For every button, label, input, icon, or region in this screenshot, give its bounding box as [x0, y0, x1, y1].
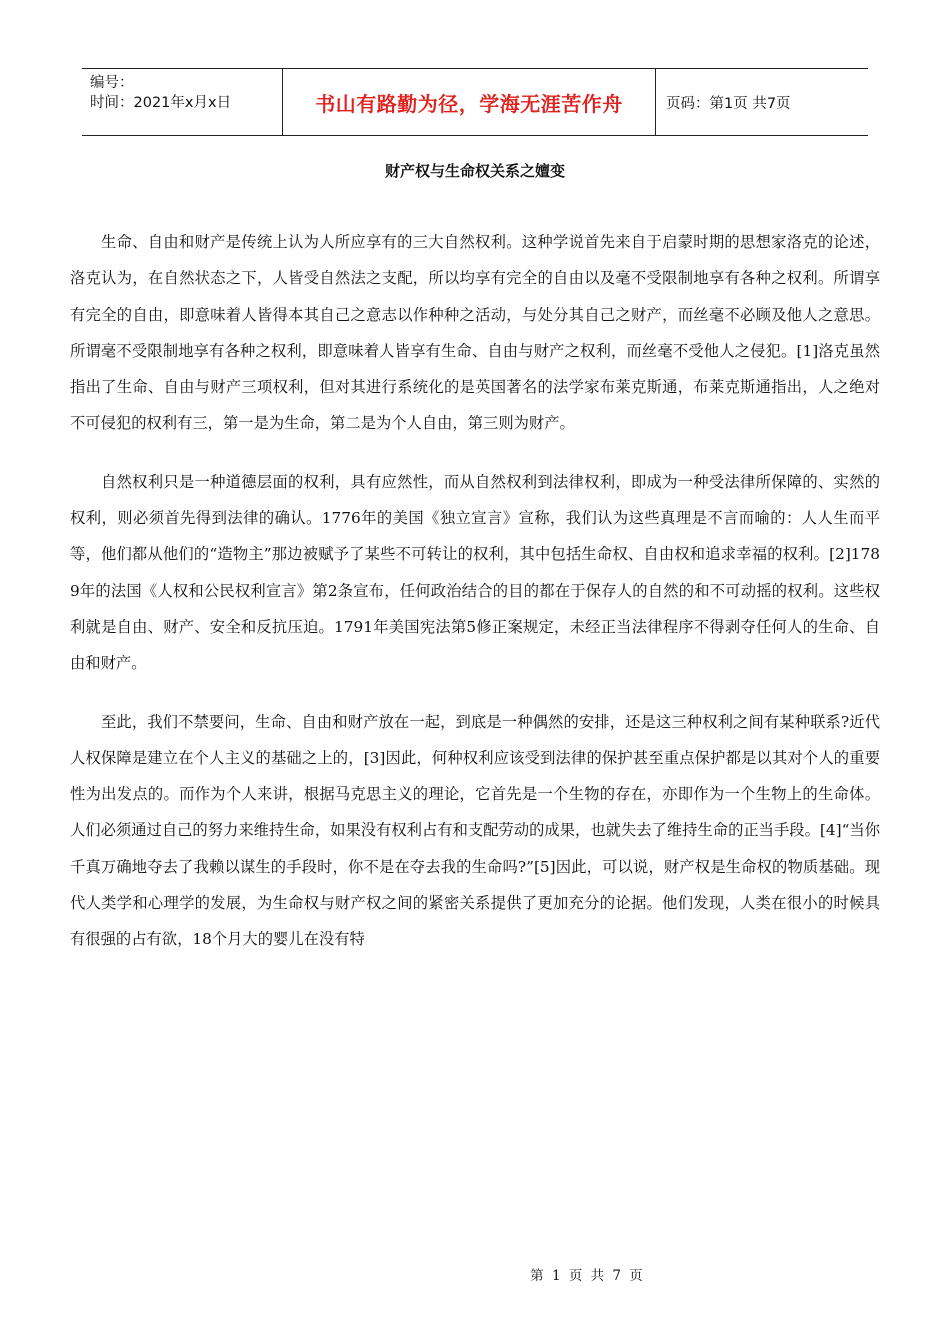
header-page-label: 页码：第1页 共7页 [666, 95, 791, 112]
date-label: 时间：2021年x月x日 [90, 95, 232, 111]
paragraph: 至此，我们不禁要问，生命、自由和财产放在一起，到底是一种偶然的安排，还是这三种权利之间有某种联系?近代人权保障是建立在个人主义的基础之上的，[3]因此，何种权利应该受到法律的保护甚至重点保护都是以其对个人的重要性为出发点的。而作为个人来讲，根据马克思主义的理论，它首先是一个生物的存在，亦即作为一个生物上的生命体。人们必须通过自己的努力来维持生命，如果没有权利占有和支配劳动的成果，也就失去了维持生命的正当手段。[4]“当你千真万确地夺去了我赖以谋生的手段时，你不是在夺去我的生命吗?”[5]因此，可以说，财产权是生命权的物质基础。现代人类学和心理学的发展，为生命权与财产权之间的紧密关系提供了更加充分的论据。他们发现，人类在很小的时候具有很强的占有欲，18个月大的婴儿在没有特 [70, 712, 880, 949]
header-meta-cell [82, 69, 282, 135]
paragraph: 生命、自由和财产是传统上认为人所应享有的三大自然权利。这种学说首先来自于启蒙时期的思想家洛克的论述，洛克认为，在自然状态之下，人皆受自然法之支配，所以均享有完全的自由以及毫不受限制地享有各种之权利。所谓享有完全的自由，即意味着人皆得本其自己之意志以作种种之活动，与处分其自己之财产，而丝毫不必顾及他人之意思。所谓毫不受限制地享有各种之权利，即意味着人皆享有生命、自由与财产之权利，而丝毫不受他人之侵犯。[1]洛克虽然指出了生命、自由与财产三项权利，但对其进行系统化的是英国著名的法学家布莱克斯通，布莱克斯通指出，人之绝对不可侵犯的权利有三，第一是为生命，第二是为个人自由，第三则为财产。 [70, 233, 880, 433]
document-body [70, 224, 880, 980]
number-label: 编号： [90, 75, 134, 91]
document-title: 财产权与生命权关系之嬗变 [384, 162, 565, 180]
paragraph: 自然权利只是一种道德层面的权利，具有应然性，而从自然权利到法律权利，即成为一种受法律所保障的、实然的权利，则必须首先得到法律的确认。1776年的美国《独立宣言》宣称，我们认为这些真理是不言而喻的：人人生而平等，他们都从他们的“造物主”那边被赋予了某些不可转让的权利，其中包括生命权、自由权和追求幸福的权利。[2]1789年的法国《人权和公民权利宣言》第2条宣布，任何政治结合的目的都在于保存人的自然的和不可动摇的权利。这些权利就是自由、财产、安全和反抗压迫。1791年美国宪法第5修正案规定，未经正当法律程序不得剥夺任何人的生命、自由和财产。 [70, 472, 880, 673]
header-motto: 书山有路勤为径，学海无涯苦作舟 [282, 69, 656, 135]
page-footer: 第 1 页 共 7 页 [530, 1268, 645, 1284]
header-table [82, 68, 868, 136]
